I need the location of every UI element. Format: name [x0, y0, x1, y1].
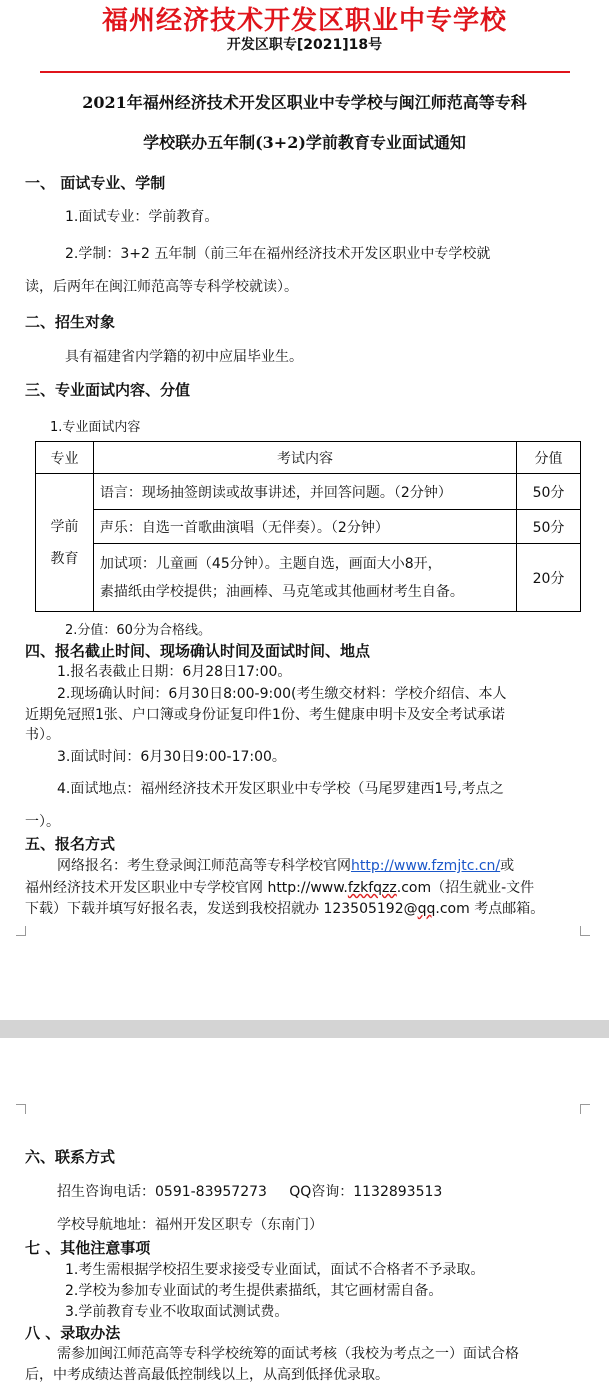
section-2-text: 具有福建省内学籍的初中应届毕业生。	[65, 349, 303, 365]
section-4-item-1: 1.报名表截止日期：6月28日17:00。	[57, 664, 292, 680]
section-2-heading: 二、招生对象	[25, 313, 116, 331]
section-7-item-3: 3.学前教育专业不收取面试测试费。	[65, 1304, 289, 1320]
school-title: 福州经济技术开发区职业中专学校	[101, 6, 507, 36]
section-5-line3-domain: qq	[417, 901, 436, 917]
page-corner-mark	[16, 1104, 26, 1114]
section-5-line1-tail: 或	[500, 858, 515, 874]
major-line2: 教育	[50, 550, 79, 567]
table-cell-content: 语言：现场抽签朗读或故事讲述，并回答问题。（2分钟）	[93, 474, 516, 510]
table-cell-content: 声乐：自选一首歌曲演唱（无伴奏）。（2分钟）	[93, 510, 516, 544]
notice-title-line1: 2021年福州经济技术开发区职业中专学校与闽江师范高等专科	[82, 93, 527, 112]
section-8-line1: 需参加闽江师范高等专科学校统筹的面试考核（我校为考点之一）面试合格	[57, 1346, 519, 1362]
table-header-row	[36, 442, 581, 474]
section-5-line3-tail: .com 考点邮箱。	[435, 901, 545, 917]
table-row	[36, 474, 581, 510]
section-8-line2: 后，中考成绩达普高最低控制线以上，从高到低择优录取。	[25, 1367, 389, 1383]
section-4-item-4-line2: 一）。	[25, 814, 60, 830]
section-6-heading: 六、联系方式	[25, 1148, 116, 1166]
section-8-heading: 八 、录取办法	[25, 1324, 121, 1342]
section-1-item-1: 1.面试专业：学前教育。	[65, 209, 219, 225]
section-3-heading: 三、专业面试内容、分值	[25, 381, 191, 399]
section-5-heading: 五、报名方式	[25, 835, 116, 853]
document-number: 开发区职专[2021]18号	[226, 37, 383, 53]
section-4-item-3: 3.面试时间：6月30日9:00-17:00。	[57, 749, 286, 765]
section-5-line2-site: fzkfqzz	[347, 880, 397, 896]
major-line1: 学前	[50, 518, 79, 535]
page-corner-mark	[580, 1104, 590, 1114]
table-cell-score: 50分	[517, 474, 581, 510]
section-5-line2	[25, 877, 534, 897]
table-row	[36, 544, 581, 612]
table-cell-major	[36, 474, 94, 612]
page-break	[0, 1020, 609, 1038]
interview-score-table	[35, 441, 581, 612]
table-cell-score: 20分	[517, 544, 581, 612]
section-5-line2-text: 福州经济技术开发区职业中专学校官网 http://www.	[25, 880, 348, 896]
mjtc-website-link[interactable]: http://www.fzmjtc.cn/	[351, 858, 501, 874]
section-5-line3	[25, 898, 544, 918]
section-5-line1	[57, 855, 514, 875]
section-5-line3-text: 下载）下载并填写好报名表，发送到我校招就办 123505192@	[25, 901, 418, 917]
table-cell-content	[93, 544, 516, 612]
section-4-heading: 四、报名截止时间、现场确认时间及面试时间、地点	[25, 642, 371, 660]
section-7-item-2: 2.学校为参加专业面试的考生提供素描纸，其它画材需自备。	[65, 1283, 443, 1299]
section-4-item-2-line3: 书）。	[25, 727, 60, 743]
section-3-sub2: 2.分值：60分为合格线。	[65, 623, 211, 638]
red-divider	[40, 71, 570, 73]
section-7-item-1: 1.考生需根据学校招生要求接受专业面试，面试不合格者不予录取。	[65, 1262, 485, 1278]
section-6-address: 学校导航地址：福州开发区职专（东南门）	[57, 1217, 323, 1233]
section-1-item-2-line2: 读，后两年在闽江师范高等专科学校就读）。	[25, 279, 298, 295]
page-corner-mark	[580, 926, 590, 936]
section-4-item-2-line2: 近期免冠照1张、户口簿或身份证复印件1份、考生健康申明卡及安全考试承诺	[25, 707, 505, 723]
section-7-heading: 七 、其他注意事项	[25, 1239, 151, 1257]
content-line-b: 素描纸由学校提供；油画棒、马克笔或其他画材考生自备。	[99, 583, 464, 600]
section-4-item-4-line1: 4.面试地点：福州经济技术开发区职业中专学校（马尾罗建西1号,考点之	[57, 781, 504, 797]
section-1-item-2-line1: 2.学制：3+2 五年制（前三年在福州经济技术开发区职业中专学校就	[65, 246, 491, 262]
section-6-contact: 招生咨询电话：0591-83957273 QQ咨询：1132893513	[57, 1184, 443, 1200]
table-header-score: 分值	[517, 442, 581, 474]
content-line-a: 加试项：儿童画（45分钟）。主题自选，画面大小8开，	[99, 555, 442, 572]
notice-title-line2: 学校联办五年制(3+2)学前教育专业面试通知	[143, 133, 466, 152]
section-1-heading: 一、 面试专业、学制	[25, 174, 166, 192]
table-header-content: 考试内容	[93, 442, 516, 474]
section-3-sub1: 1.专业面试内容	[50, 420, 141, 435]
page-corner-mark	[16, 926, 26, 936]
document-page-2	[0, 1038, 609, 1385]
section-5-line1-text: 网络报名：考生登录闽江师范高等专科学校官网	[57, 858, 351, 874]
table-cell-score: 50分	[517, 510, 581, 544]
section-4-item-2-line1: 2.现场确认时间：6月30日8:00-9:00(考生缴交材料：学校介绍信、本人	[57, 686, 507, 702]
table-header-major: 专业	[36, 442, 94, 474]
table-row	[36, 510, 581, 544]
section-5-line2-tail: .com（招生就业-文件	[396, 880, 535, 896]
